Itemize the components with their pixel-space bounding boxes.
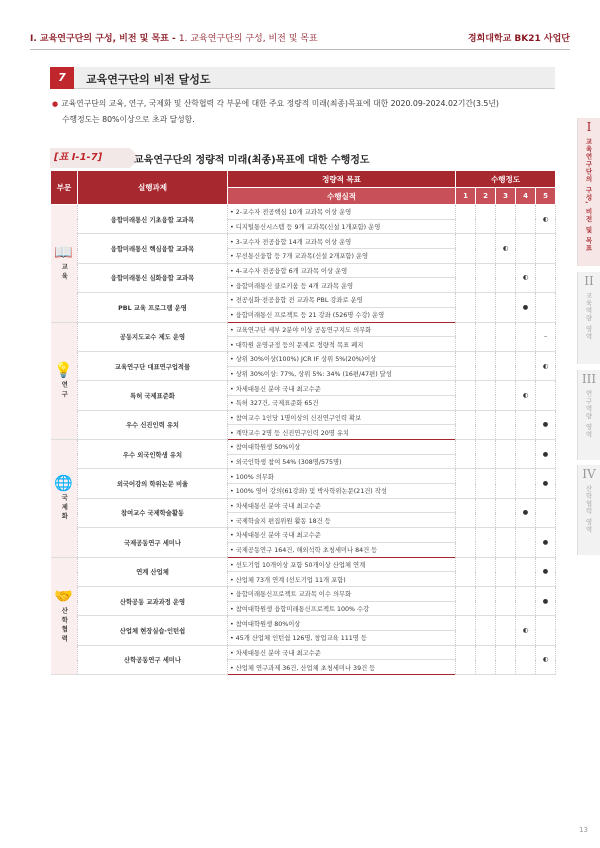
level-3-cell <box>496 616 516 645</box>
level-3-cell <box>496 469 516 498</box>
task-name: 융합미래통신 기초융합 교과목 <box>78 205 228 234</box>
category-cell <box>51 322 78 440</box>
header-level-5: 5 <box>536 188 556 205</box>
task-result: • 국제학술지 편집위원 활동 18건 등 <box>228 513 456 528</box>
level-1-cell <box>456 234 476 263</box>
level-5-cell <box>536 293 556 322</box>
header-org-name: 경희대학교 BK21 사업단 <box>467 34 570 44</box>
level-4-cell <box>516 586 536 615</box>
level-4-cell <box>516 234 536 263</box>
level-2-cell <box>476 263 496 292</box>
task-goal: • 100% 의무화 <box>228 469 456 484</box>
level-4-cell <box>516 263 536 292</box>
level-2-cell <box>476 410 496 439</box>
task-name: 산업체 현장실습·인턴쉽 <box>78 616 228 645</box>
task-result: • 100% 영어 강의(61강좌) 및 박사학위논문(21건) 작성 <box>228 484 456 499</box>
header-level-4: 4 <box>516 188 536 205</box>
level-1-cell <box>456 381 476 410</box>
task-name: 융합미래통신 심화융합 교과목 <box>78 263 228 292</box>
level-1-cell <box>456 528 476 557</box>
level-2-cell <box>476 205 496 234</box>
task-goal: • 차세대통신 분야 국내 최고수준 <box>228 645 456 660</box>
level-4-cell <box>516 205 536 234</box>
description-line-2: 수행정도는 80%이상으로 초과 달성함. <box>62 115 195 124</box>
task-goal: • 참여교수 1인당 1명이상의 신진연구인력 확보 <box>228 410 456 425</box>
header-category: 부문 <box>51 171 78 205</box>
globe-icon: 🌐 <box>54 473 74 492</box>
level-3-cell <box>496 234 516 263</box>
level-3-cell <box>496 440 516 469</box>
level-5-cell <box>536 234 556 263</box>
level-4-cell <box>516 322 536 351</box>
section-heading <box>50 67 555 89</box>
task-result: • 디지털통신시스템 등 9개 교과목(신설 1개포함) 운영 <box>228 219 456 234</box>
side-tab-1[interactable] <box>577 118 600 266</box>
level-2-cell <box>476 586 496 615</box>
task-result: • 특허 327건, 국제표준화 65건 <box>228 395 456 410</box>
achievement-mark-icon: ● <box>542 450 549 458</box>
level-4-cell <box>516 645 536 674</box>
achievement-mark-icon: ◐ <box>522 626 529 634</box>
performance-table <box>50 170 556 675</box>
header-task: 실행과제 <box>78 171 228 205</box>
level-5-cell <box>536 557 556 586</box>
level-1-cell <box>456 263 476 292</box>
level-2-cell <box>476 322 496 351</box>
level-4-cell <box>516 381 536 410</box>
level-2-cell <box>476 351 496 380</box>
level-4-cell <box>516 440 536 469</box>
side-tab-label: 연구역량 영역 <box>584 390 593 439</box>
level-3-cell <box>496 557 516 586</box>
level-2-cell <box>476 234 496 263</box>
task-result: • 외국인학생 참여 54% (308명/575명) <box>228 454 456 469</box>
task-result: • 45개 산업체 인턴쉽 126명, 창업교육 111명 등 <box>228 630 456 645</box>
header-level-1: 1 <box>456 188 476 205</box>
task-result: • 무선통신융합 등 7개 교과목(신설 2개포함) 운영 <box>228 249 456 264</box>
task-name: 국제공동연구 세미나 <box>78 528 228 557</box>
section-description <box>52 96 552 127</box>
level-3-cell <box>496 410 516 439</box>
level-2-cell <box>476 381 496 410</box>
task-name: 참여교수 국제학술활동 <box>78 498 228 527</box>
level-3-cell <box>496 498 516 527</box>
achievement-mark-icon: ◐ <box>522 274 529 282</box>
page-header <box>30 22 570 50</box>
level-3-cell <box>496 586 516 615</box>
category-label: 국제화 <box>60 493 68 522</box>
level-1-cell <box>456 322 476 351</box>
task-result: • 국제공동연구 164건, 해외석학 초청세미나 84건 등 <box>228 542 456 557</box>
task-goal: • 전공심화·전공융합 전 교과목 PBL 강좌로 운영 <box>228 293 456 308</box>
level-2-cell <box>476 469 496 498</box>
task-goal: • 차세대통신 분야 국내 최고수준 <box>228 381 456 396</box>
task-name: PBL 교육 프로그램 운영 <box>78 293 228 322</box>
header-breadcrumb <box>30 31 318 44</box>
level-1-cell <box>456 586 476 615</box>
level-1-cell <box>456 557 476 586</box>
table-row <box>51 616 556 631</box>
level-4-cell <box>516 498 536 527</box>
achievement-mark-icon: ● <box>522 303 529 311</box>
achievement-mark-icon: ● <box>542 568 549 576</box>
task-name: 우수 외국인학생 유치 <box>78 440 228 469</box>
level-5-cell <box>536 322 556 351</box>
task-result: • 융합미래통신 클로키움 등 4개 교과목 운영 <box>228 278 456 293</box>
level-1-cell <box>456 205 476 234</box>
task-name: 융합미래통신 핵심융합 교과목 <box>78 234 228 263</box>
task-name: 우수 신진인력 유치 <box>78 410 228 439</box>
task-name: 산학공동연구 세미나 <box>78 645 228 674</box>
level-2-cell <box>476 498 496 527</box>
table-header-row <box>51 171 556 188</box>
table-row <box>51 263 556 278</box>
header-degree: 수행정도 <box>456 171 556 188</box>
level-4-cell <box>516 293 536 322</box>
level-3-cell <box>496 205 516 234</box>
level-2-cell <box>476 557 496 586</box>
task-name: 산학공동 교과과정 운영 <box>78 586 228 615</box>
table-row <box>51 586 556 601</box>
table-row <box>51 205 556 220</box>
lightbulb-icon: 💡 <box>54 360 74 379</box>
level-2-cell <box>476 616 496 645</box>
task-result: • 참여대학원생 융합미래통신프로젝트 100% 수강 <box>228 601 456 616</box>
level-1-cell <box>456 469 476 498</box>
table-row <box>51 440 556 455</box>
level-3-cell <box>496 263 516 292</box>
page-number: 13 <box>579 826 588 834</box>
level-3-cell <box>496 381 516 410</box>
level-1-cell <box>456 616 476 645</box>
header-result: 수행실적 <box>228 188 456 205</box>
level-3-cell <box>496 528 516 557</box>
level-5-cell <box>536 410 556 439</box>
level-5-cell <box>536 440 556 469</box>
level-5-cell <box>536 205 556 234</box>
category-label: 연구 <box>60 380 68 400</box>
table-row <box>51 381 556 396</box>
level-1-cell <box>456 645 476 674</box>
level-5-cell <box>536 381 556 410</box>
table-row <box>51 469 556 484</box>
task-name: 공동지도교수 제도 운영 <box>78 322 228 351</box>
task-goal: • 3-교수자 전공융합 14개 교과목 이상 운영 <box>228 234 456 249</box>
level-3-cell <box>496 322 516 351</box>
achievement-mark-icon: ◐ <box>542 362 549 370</box>
task-result: • 대학원 운영규정 등의 문제로 정량적 목표 폐지 <box>228 337 456 352</box>
achievement-mark-icon: ◐ <box>542 215 549 223</box>
table-row <box>51 351 556 366</box>
category-label: 산학협력 <box>60 606 68 644</box>
task-goal: • 참여대학원생 50%이상 <box>228 440 456 455</box>
task-goal: • 4-교수자 전공융합 6개 교과목 이상 운영 <box>228 263 456 278</box>
achievement-mark-icon: ● <box>542 421 549 429</box>
level-4-cell <box>516 351 536 380</box>
side-tab-2[interactable] <box>577 272 600 364</box>
level-2-cell <box>476 293 496 322</box>
task-goal: • 참여대학원생 80%이상 <box>228 616 456 631</box>
table-row <box>51 293 556 308</box>
table-caption <box>50 148 555 168</box>
table-row <box>51 410 556 425</box>
side-tab-numeral: II <box>584 274 594 288</box>
task-name: 교육연구단 대표연구업적물 <box>78 351 228 380</box>
achievement-mark-icon: ● <box>542 538 549 546</box>
handshake-icon: 🤝 <box>54 586 74 605</box>
achievement-mark-icon: ● <box>522 509 529 517</box>
achievement-mark-icon: ◐ <box>522 391 529 399</box>
side-tab-numeral: I <box>586 120 592 134</box>
side-tab-numeral: IV <box>582 467 596 481</box>
category-cell <box>51 205 78 323</box>
task-name: 특허 국제표준화 <box>78 381 228 410</box>
level-4-cell <box>516 469 536 498</box>
task-goal: • 선도기업 10개이상 포함 50개이상 산업체 연계 <box>228 557 456 572</box>
level-4-cell <box>516 410 536 439</box>
header-section: 1. 교육연구단의 구성, 비전 및 목표 <box>178 34 318 44</box>
task-name: 연계 산업체 <box>78 557 228 586</box>
level-1-cell <box>456 293 476 322</box>
level-4-cell <box>516 528 536 557</box>
task-result: • 융합미래통신 프로젝트 등 21 강좌 (526명 수강) 운영 <box>228 307 456 322</box>
side-tab-label: 교육연구단의 구성, 비전 및 목표 <box>584 138 593 253</box>
level-2-cell <box>476 528 496 557</box>
header-level-3: 3 <box>496 188 516 205</box>
level-1-cell <box>456 440 476 469</box>
header-level-2: 2 <box>476 188 496 205</box>
side-tab-3[interactable] <box>577 370 600 460</box>
achievement-mark-icon: ● <box>542 597 549 605</box>
side-tab-numeral: III <box>581 372 597 386</box>
task-goal: • 교육연구단 세부 2분야 이상 공동연구지도 의무화 <box>228 322 456 337</box>
bullet-icon: ● <box>52 100 59 108</box>
achievement-mark-icon: – <box>543 333 548 341</box>
side-tab-4[interactable] <box>577 465 600 555</box>
level-5-cell <box>536 469 556 498</box>
level-4-cell <box>516 557 536 586</box>
level-3-cell <box>496 351 516 380</box>
table-tag: [표 I-1-7] <box>50 148 130 168</box>
side-tab-label: 산학협력 영역 <box>584 485 593 534</box>
book-icon: 📖 <box>54 243 74 262</box>
level-5-cell <box>536 351 556 380</box>
level-2-cell <box>476 645 496 674</box>
description-line-1 <box>52 96 552 112</box>
level-1-cell <box>456 351 476 380</box>
level-4-cell <box>516 616 536 645</box>
table-row <box>51 322 556 337</box>
side-tab-label: 교육역량 영역 <box>584 292 593 341</box>
level-5-cell <box>536 263 556 292</box>
task-goal: • 상위 30%이상(100%) JCR IF 상위 5%(20%)이상 <box>228 351 456 366</box>
level-2-cell <box>476 440 496 469</box>
table-title: 교육연구단의 정량적 미래(최종)목표에 대한 수행정도 <box>134 155 370 166</box>
header-chapter: I. 교육연구단의 구성, 비전 및 목표 - <box>30 34 179 44</box>
task-result: • 상위 30%이상: 77%, 상위 5%: 34% (16편/47편) 달성 <box>228 366 456 381</box>
level-5-cell <box>536 498 556 527</box>
task-result: • 산업체 73개 연계 (선도기업 11개 포함) <box>228 572 456 587</box>
section-number: 7 <box>50 67 74 89</box>
table-row <box>51 528 556 543</box>
task-goal: • 차세대통신 분야 국내 최고수준 <box>228 528 456 543</box>
task-goal: • 차세대통신 분야 국내 최고수준 <box>228 498 456 513</box>
task-goal: • 2-교수자 전공핵심 10개 교과목 이상 운영 <box>228 205 456 220</box>
category-cell <box>51 440 78 558</box>
section-title: 교육연구단의 비전 달성도 <box>86 73 211 86</box>
task-goal: • 융합미래통신프로젝트 교과목 이수 의무화 <box>228 586 456 601</box>
table-row <box>51 557 556 572</box>
level-1-cell <box>456 498 476 527</box>
table-row <box>51 234 556 249</box>
table-row <box>51 498 556 513</box>
description-text-1: 교육연구단의 교육, 연구, 국제화 및 산학협력 각 부문에 대한 주요 정량적 미래(최종)목표에 대한 2020.09-2024.02기간(3.5년) <box>61 99 499 108</box>
task-name: 외국어강의 학위논문 비율 <box>78 469 228 498</box>
level-5-cell <box>536 528 556 557</box>
level-1-cell <box>456 410 476 439</box>
level-3-cell <box>496 645 516 674</box>
task-result: • 산업체 연구과제 36건, 산업체 초청세미나 39건 등 <box>228 660 456 675</box>
achievement-mark-icon: ◐ <box>542 656 549 664</box>
achievement-mark-icon: ● <box>542 480 549 488</box>
achievement-mark-icon: ◐ <box>502 245 509 253</box>
level-5-cell <box>536 586 556 615</box>
header-goal: 정량적 목표 <box>228 171 456 188</box>
table-row <box>51 645 556 660</box>
level-5-cell <box>536 616 556 645</box>
level-5-cell <box>536 645 556 674</box>
task-result: • 계약교수 2명 등 신진연구인력 20명 유치 <box>228 425 456 440</box>
category-label: 교육 <box>60 263 68 283</box>
level-3-cell <box>496 293 516 322</box>
category-cell <box>51 557 78 675</box>
